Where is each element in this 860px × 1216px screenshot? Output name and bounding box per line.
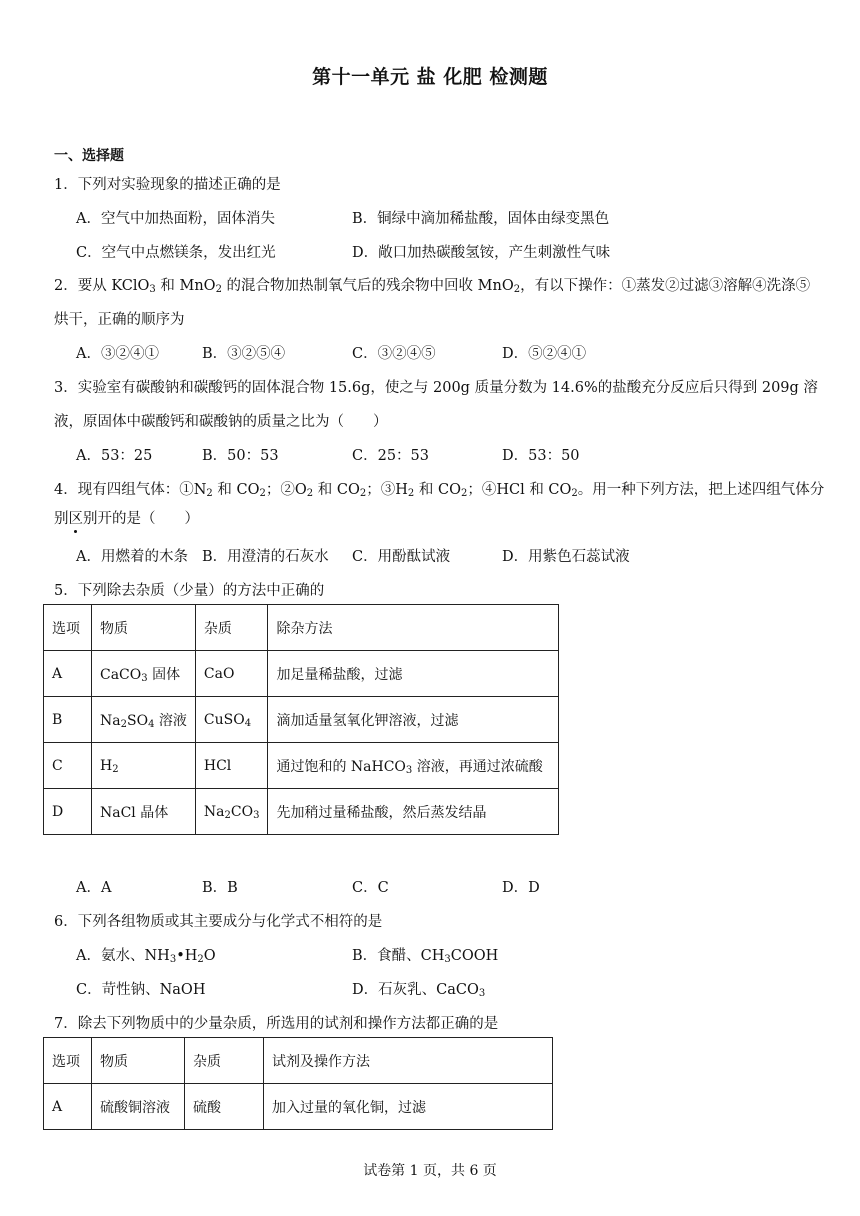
- q3-option-a: A．53：25: [76, 448, 153, 464]
- table-cell: NaCl 晶体: [92, 789, 196, 835]
- table-header-cell: 选项: [44, 605, 92, 651]
- q6-option-a: A．氨水、$NH_3•H_2O$: [76, 948, 216, 965]
- q4-option-d: D．用紫色石蕊试液: [502, 549, 630, 565]
- table-cell: CaO: [195, 651, 268, 697]
- q2-option-b: B．③②⑤④: [202, 346, 286, 362]
- table-cell: 硫酸铜溶液: [92, 1084, 185, 1130]
- table-cell: C: [44, 743, 92, 789]
- q5-option-a: A．A: [76, 880, 112, 896]
- table-cell: 加足量稀盐酸，过滤: [268, 651, 559, 697]
- table-cell: D: [44, 789, 92, 835]
- table-cell: CuSO$_4$: [195, 697, 268, 743]
- table-header-cell: 除杂方法: [268, 605, 559, 651]
- q3-option-b: B．50：53: [202, 448, 279, 464]
- table-row: [44, 743, 559, 789]
- table-cell: 滴加适量氢氧化钾溶液，过滤: [268, 697, 559, 743]
- q4-option-c: C．用酚酞试液: [352, 549, 451, 565]
- question-3-stem-line2: 液，原固体中碳酸钙和碳酸钠的质量之比为（ ）: [54, 414, 388, 430]
- table-header-cell: 杂质: [185, 1038, 264, 1084]
- q5-option-d: D．D: [502, 880, 540, 896]
- page-footer: 试卷第 1 页，共 6 页: [363, 1163, 497, 1179]
- question-5-stem: 5．下列除去杂质（少量）的方法中正确的: [54, 583, 325, 599]
- question-6-stem: 6．下列各组物质或其主要成分与化学式不相符的是: [54, 914, 383, 930]
- q7-table: [43, 1037, 553, 1130]
- emphasis-dot-char: 区: [68, 511, 83, 527]
- table-cell: 加入过量的氧化铜，过滤: [264, 1084, 553, 1130]
- q1-option-c: C．空气中点燃镁条，发出红光: [76, 245, 276, 261]
- table-cell: $H_2$: [92, 743, 196, 789]
- q3-option-c: C．25：53: [352, 448, 429, 464]
- table-cell: A: [44, 1084, 92, 1130]
- table-cell: A: [44, 651, 92, 697]
- q1-option-b: B．铜绿中滴加稀盐酸，固体由绿变黑色: [352, 211, 610, 227]
- table-cell: 通过饱和的 NaHCO$_3$ 溶液，再通过浓硫酸: [268, 743, 559, 789]
- question-4-stem-line2: 别区别开的是（ ）: [54, 511, 199, 527]
- table-row: [44, 789, 559, 835]
- table-header-row: [44, 605, 559, 651]
- table-header-cell: 试剂及操作方法: [264, 1038, 553, 1084]
- table-cell: 硫酸: [185, 1084, 264, 1130]
- q4-option-b: B．用澄清的石灰水: [202, 549, 329, 565]
- table-cell: HCl: [195, 743, 268, 789]
- question-1-stem: 1．下列对实验现象的描述正确的是: [54, 177, 281, 193]
- q5-option-b: B．B: [202, 880, 238, 896]
- q6-option-b: B．食醋、$CH_3COOH$: [352, 948, 499, 965]
- table-cell: 先加稍过量稀盐酸，然后蒸发结晶: [268, 789, 559, 835]
- question-7-stem: 7．除去下列物质中的少量杂质，所选用的试剂和操作方法都正确的是: [54, 1016, 499, 1032]
- q3-option-d: D．53：50: [502, 448, 580, 464]
- table-cell: B: [44, 697, 92, 743]
- q6-option-d: D．石灰乳、CaCO$_3$: [352, 982, 486, 999]
- table-header-cell: 选项: [44, 1038, 92, 1084]
- q2-option-d: D．⑤②④①: [502, 346, 587, 362]
- table-header-cell: 物质: [92, 605, 196, 651]
- q5-option-c: C．C: [352, 880, 389, 896]
- table-cell: CaCO$_3$ 固体: [92, 651, 196, 697]
- q2-option-a: A．③②④①: [76, 346, 159, 362]
- question-3-stem-line1: 3．实验室有碳酸钠和碳酸钙的固体混合物 15.6g，使之与 200g 质量分数为 14.6%的盐酸充分反应后只得到 209g 溶: [54, 380, 818, 396]
- table-row: [44, 1084, 553, 1130]
- q1-option-a: A．空气中加热面粉，固体消失: [76, 211, 275, 227]
- q4-option-a: A．用燃着的木条: [76, 549, 188, 565]
- q1-option-d: D．敞口加热碳酸氢铵，产生刺激性气味: [352, 245, 611, 261]
- table-row: [44, 697, 559, 743]
- q5-table: [43, 604, 559, 835]
- question-4-stem-line1: 4．现有四组气体：$①N_2$ 和 $CO_2$；$②O_2$ 和 $CO_2$；$③H_2$ 和 $CO_2$；④HCl 和 $CO_2$。用一种下列方法，把上述四组气体分: [54, 482, 825, 499]
- q2-option-c: C．③②④⑤: [352, 346, 436, 362]
- table-header-cell: 杂质: [195, 605, 268, 651]
- page-title: 第十一单元 盐 化肥 检测题: [312, 66, 548, 88]
- table-row: [44, 651, 559, 697]
- table-header-cell: 物质: [92, 1038, 185, 1084]
- table-cell: $Na_2CO_3$: [195, 789, 268, 835]
- question-2-stem-line1: 2．要从 KClO$_3$ 和 MnO$_2$ 的混合物加热制氧气后的残余物中回收 MnO$_2$，有以下操作：①蒸发②过滤③溶解④洗涤⑤: [54, 278, 811, 295]
- q6-option-c: C．苛性钠、NaOH: [76, 982, 206, 998]
- question-2-stem-line2: 烘干，正确的顺序为: [54, 312, 185, 328]
- section-heading: 一、选择题: [54, 148, 124, 164]
- table-header-row: [44, 1038, 553, 1084]
- table-cell: $Na_2SO_4$ 溶液: [92, 697, 196, 743]
